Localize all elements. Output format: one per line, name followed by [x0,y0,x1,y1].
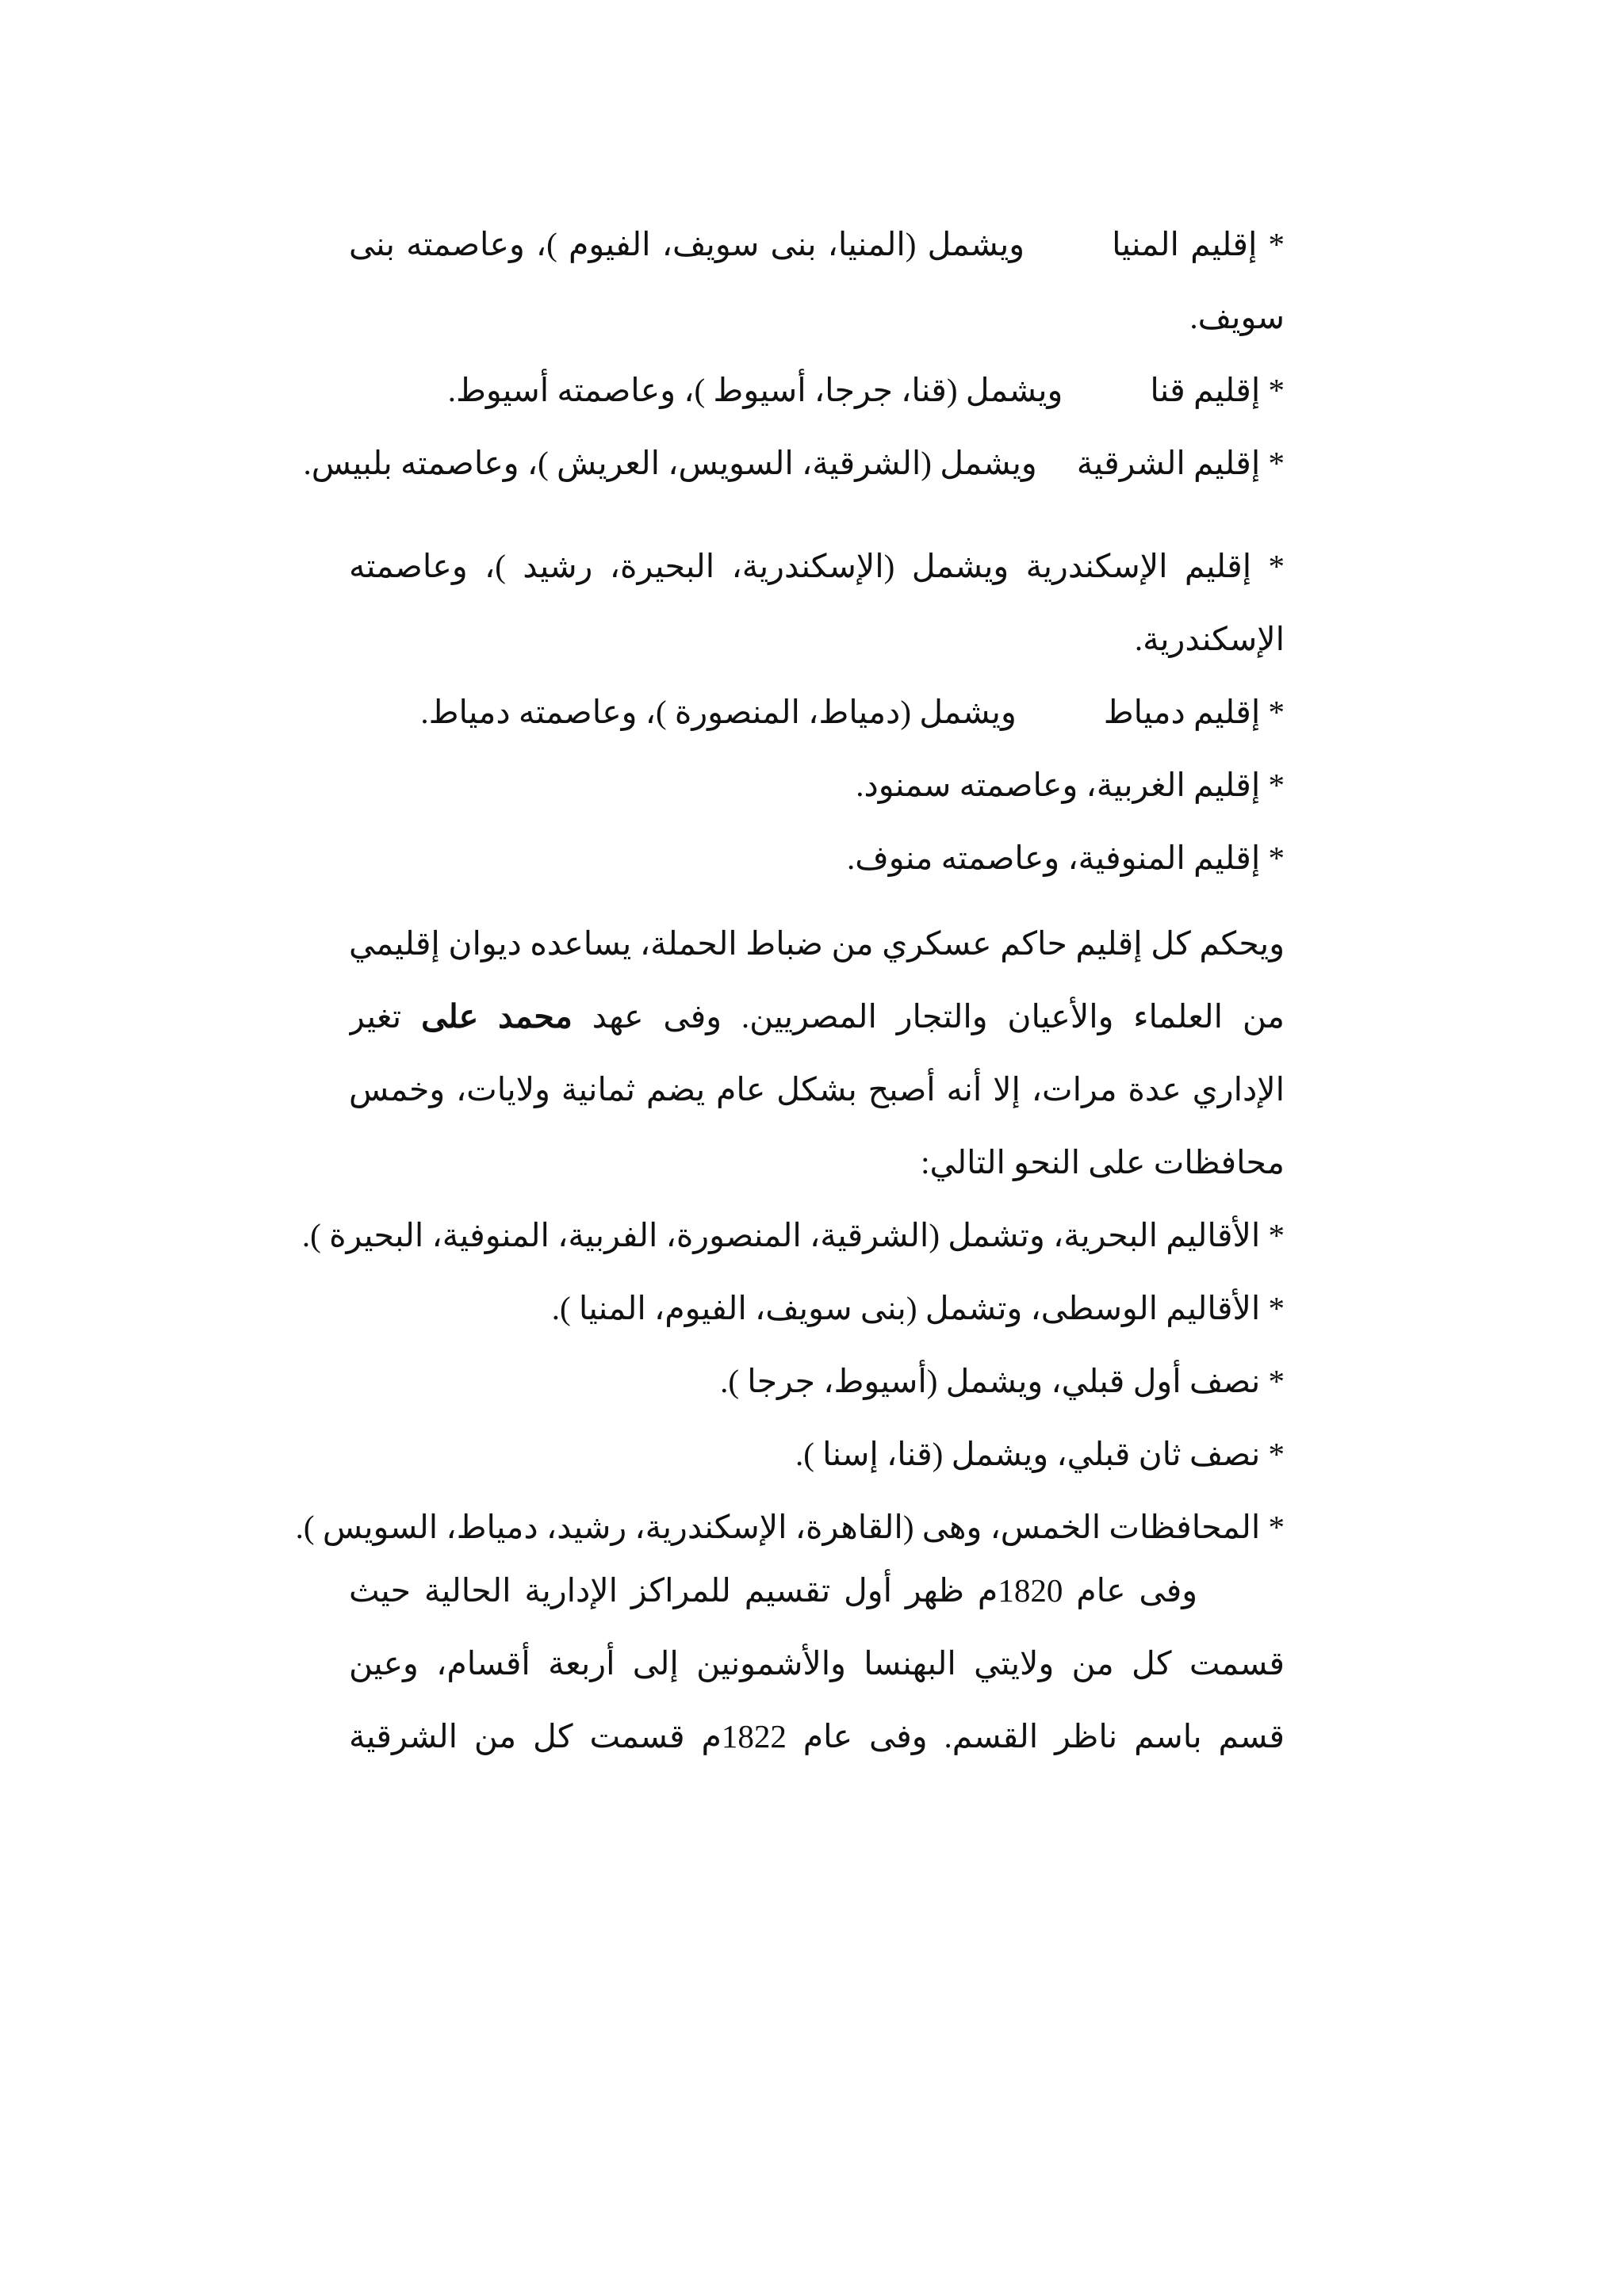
province-minya-desc: ويشمل (المنيا، بنى سويف، الفيوم )، وعاصمته بنى [349,226,1025,262]
paragraph-line [349,354,1285,427]
paragraph-line [349,675,1285,748]
provinces-list-1 [303,208,1285,499]
paragraph-line [349,208,1285,281]
paragraph-line [349,980,1285,1053]
paragraph-line: محافظات على النحو التالي: [921,1144,1285,1181]
province-damietta-desc: ويشمل (دمياط، المنصورة )، وعاصمته دمياط. [420,694,1017,730]
centers-paragraph [349,1554,1285,1773]
paragraph-line [303,427,1285,499]
paragraph-line: * إقليم الغربية، وعاصمته سمنود. [856,767,1285,803]
list-item: * الأقاليم البحرية، وتشمل (الشرقية، المنصورة، الفربية، المنوفية، البحيرة ). [301,1217,1285,1253]
list-item: * المحافظات الخمس، وهى (القاهرة، الإسكندرية، رشيد، دمياط، السويس ). [295,1509,1285,1545]
paragraph-line: وفى عام 1820م ظهر أول تقسيم للمراكز الإدارية الحالية حيث [349,1572,1197,1609]
paragraph-text: من العلماء والأعيان والتجار المصريين. وفى عهد [592,998,1285,1035]
province-damietta-name: * إقليم دمياط [1103,694,1285,730]
provinces-list-2 [349,530,1285,894]
paragraph-line: قسم باسم ناظر القسم. وفى عام 1822م قسمت كل من الشرقية [349,1718,1285,1755]
paragraph-line: * إقليم الإسكندرية ويشمل (الإسكندرية، البحيرة، رشيد )، وعاصمته [349,548,1285,584]
province-qena-desc: ويشمل (قنا، جرجا، أسيوط )، وعاصمته أسيوط. [447,372,1063,408]
province-qena-name: * إقليم قنا [1150,372,1285,408]
paragraph-text: تغير [349,998,402,1035]
paragraph-line: الإداري عدة مرات، إلا أنه أصبح بشكل عام يضم ثمانية ولايات، وخمس [349,1071,1285,1108]
list-item: * نصف ثان قبلي، ويشمل (قنا، إسنا ). [795,1436,1285,1472]
paragraph-line: الإسكندرية. [1134,621,1285,657]
paragraph-line: ويحكم كل إقليم حاكم عسكري من ضباط الحملة، يساعده ديوان إقليمي [349,925,1285,962]
paragraph-line: قسمت كل من ولايتي البهنسا والأشمونين إلى أربعة أقسام، وعين [349,1645,1285,1682]
paragraph-line: سويف. [1189,299,1285,335]
province-minya-name: * إقليم المنيا [1112,226,1285,262]
paragraph-line: * إقليم المنوفية، وعاصمته منوف. [847,840,1285,876]
list-item: * الأقاليم الوسطى، وتشمل (بنى سويف، الفيوم، المنيا ). [551,1290,1285,1326]
list-item: * نصف أول قبلي، ويشمل (أسيوط، جرجا ). [720,1363,1285,1399]
governance-paragraph [295,907,1285,1563]
bold-name: محمد على [421,998,573,1035]
province-sharqia-desc: ويشمل (الشرقية، السويس، العريش )، وعاصمته بلبيس. [303,445,1037,481]
province-sharqia-name: * إقليم الشرقية [1076,445,1285,481]
